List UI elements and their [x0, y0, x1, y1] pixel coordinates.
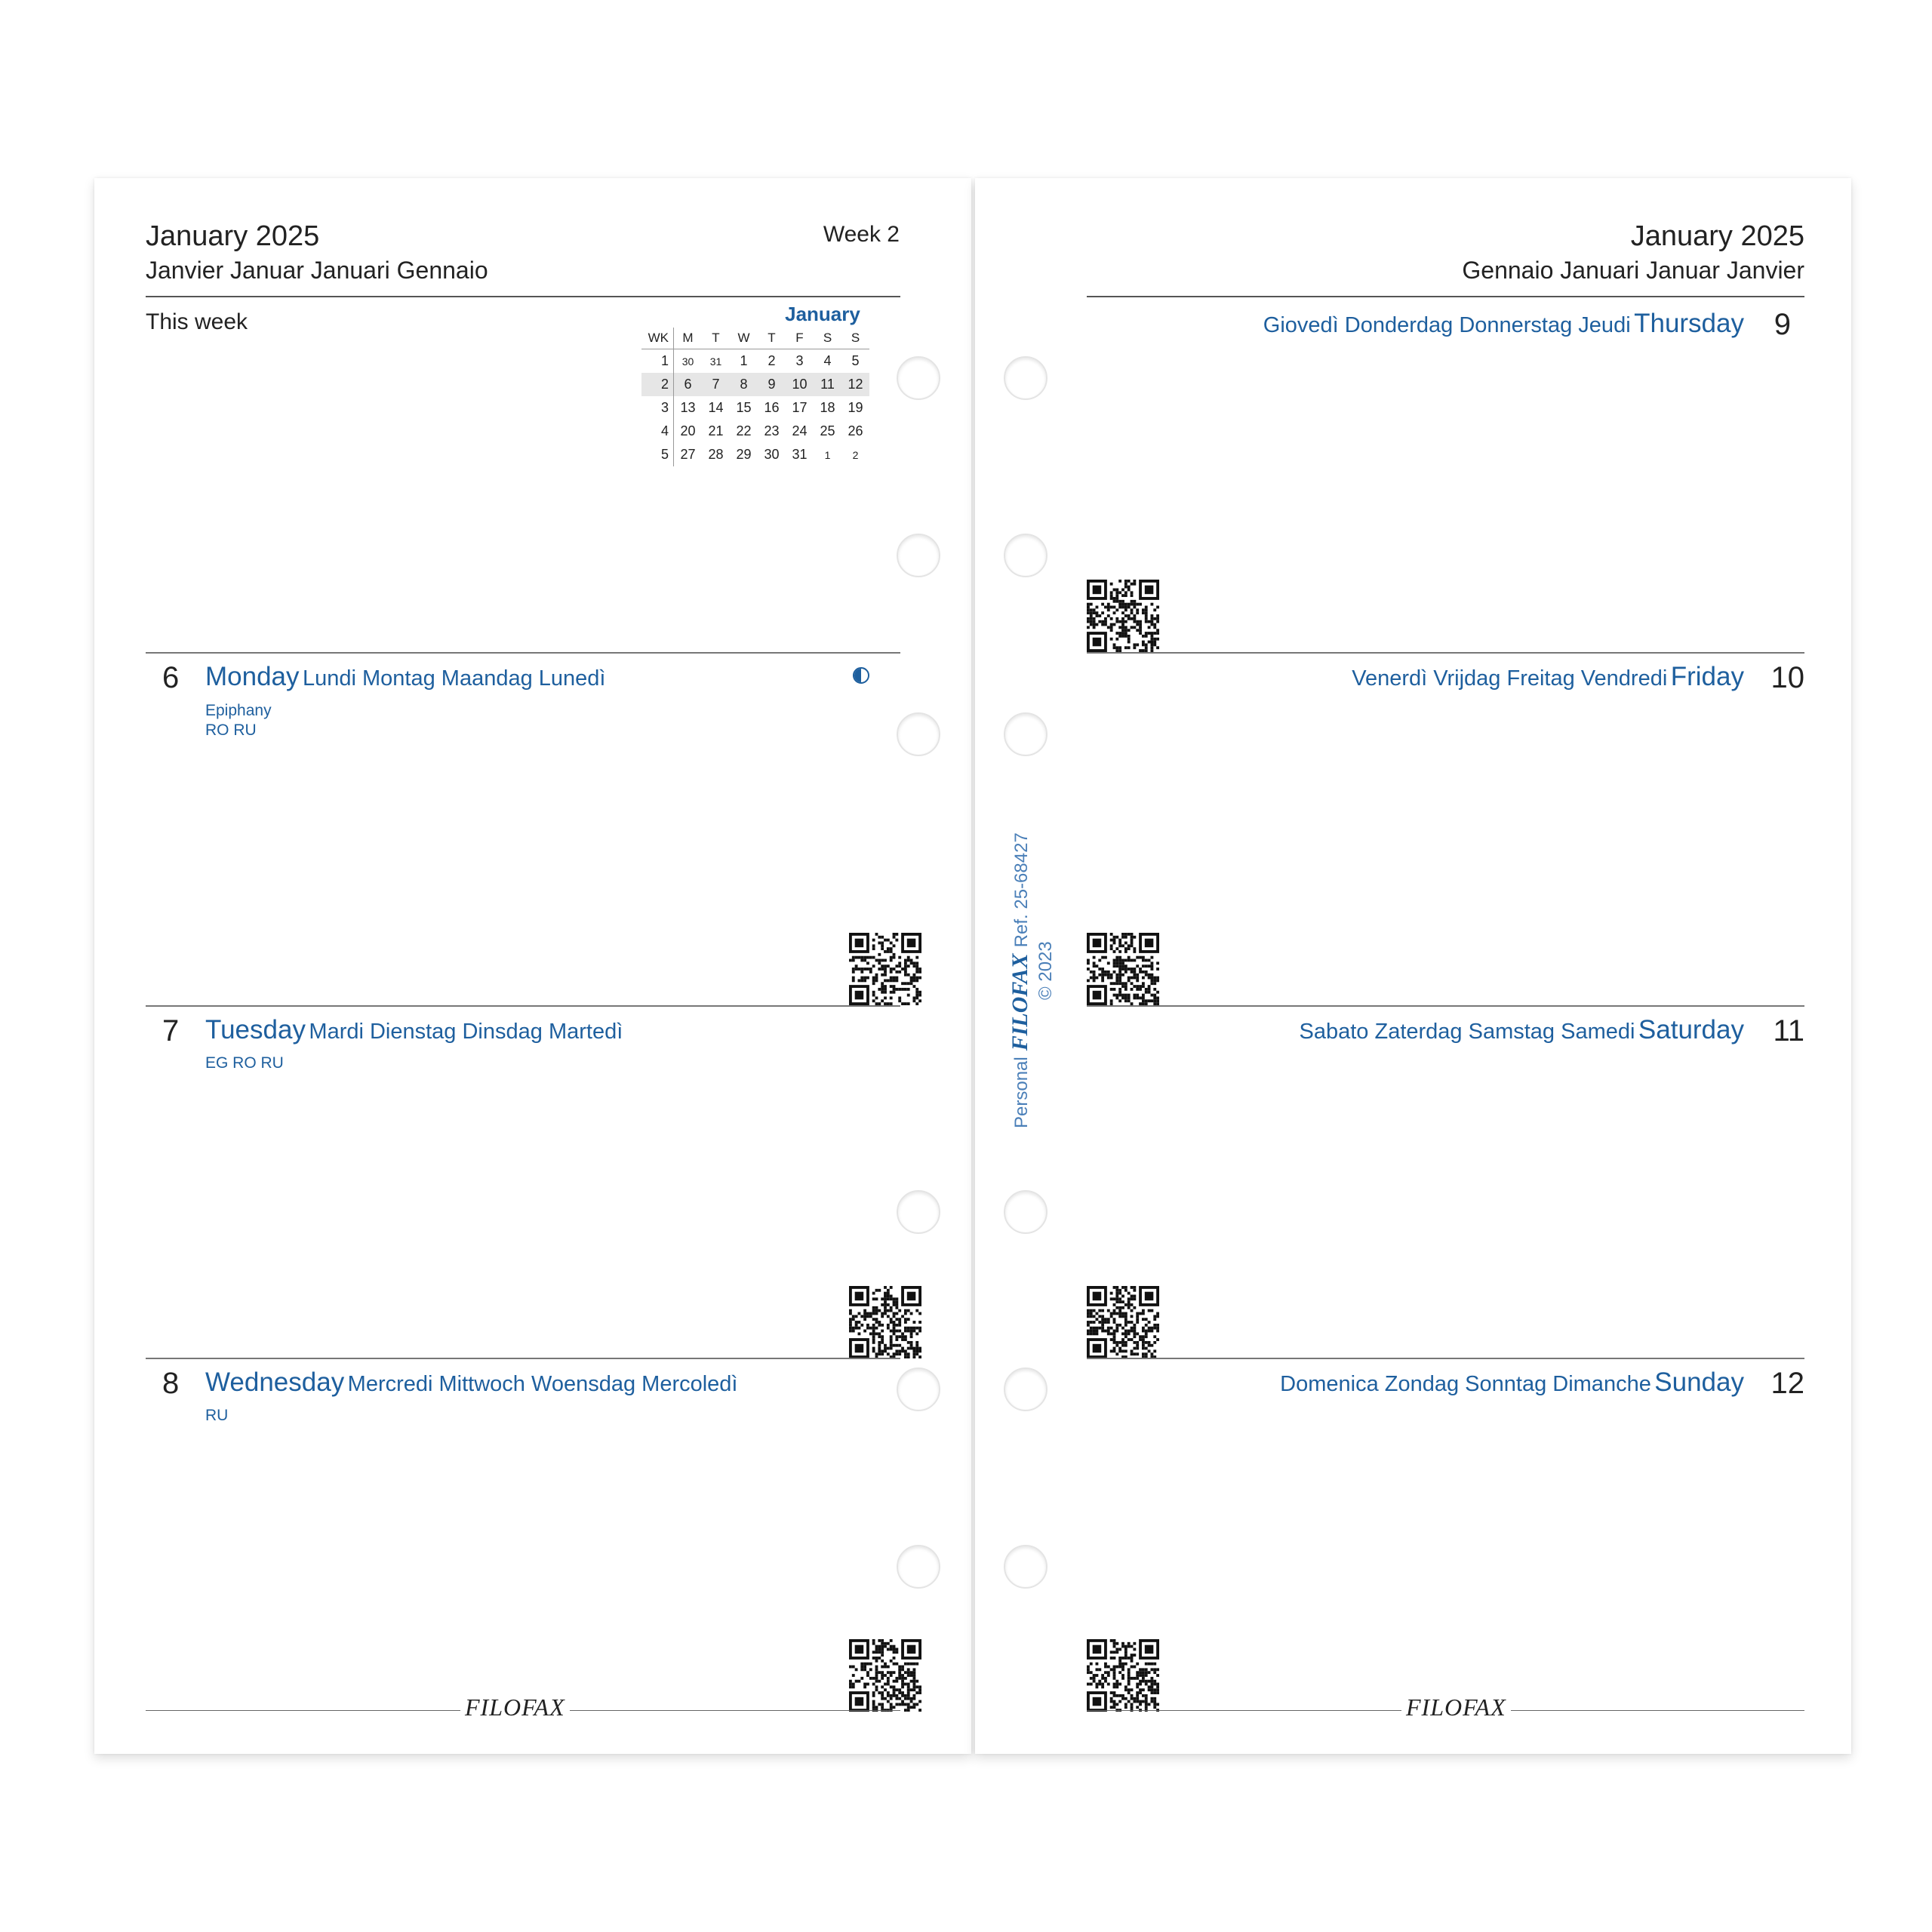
- day-name: Thursday: [1634, 309, 1744, 338]
- mini-calendar-date: 14: [708, 400, 724, 415]
- week-label: Week 2: [823, 222, 900, 247]
- country-codes: RO RU: [205, 721, 257, 739]
- punch-hole: [897, 1190, 940, 1234]
- punch-hole: [897, 1545, 940, 1589]
- mini-calendar-date: 20: [680, 423, 696, 438]
- mini-calendar-date: 1: [824, 448, 831, 461]
- punch-hole: [897, 1367, 940, 1411]
- day-name-translations: Venerdì Vrijdag Freitag Vendredi: [1352, 666, 1668, 691]
- punch-hole: [1004, 534, 1048, 577]
- qr-code-icon: [1087, 933, 1159, 1005]
- day-name: Sunday: [1654, 1367, 1744, 1397]
- mini-calendar-week-number: 2: [641, 373, 674, 396]
- day-name-row: [205, 1015, 623, 1045]
- mini-calendar-day-header: M: [674, 328, 703, 349]
- mini-calendar-date: 12: [841, 373, 869, 396]
- punch-hole: [1004, 712, 1048, 756]
- mini-calendar-week-number: 3: [641, 396, 674, 420]
- filofax-logo: FILOFAX: [460, 1694, 570, 1721]
- mini-calendar-date: 30: [681, 355, 694, 368]
- mini-calendar-month: January: [785, 303, 860, 325]
- punch-hole: [897, 356, 940, 400]
- mini-calendar-week-row: [641, 443, 869, 466]
- mini-calendar-week-header: WK: [641, 328, 674, 349]
- mini-calendar-date: 24: [792, 423, 808, 438]
- mini-calendar-day-header: S: [841, 328, 869, 349]
- moon-phase-icon: [853, 667, 869, 684]
- punch-hole: [1004, 356, 1048, 400]
- mini-calendar-week-number: 5: [641, 443, 674, 466]
- mini-calendar-date: 26: [848, 423, 863, 438]
- day-name-row: [1300, 1015, 1744, 1045]
- mini-calendar-date: 17: [792, 400, 808, 415]
- day-number: 10: [1770, 661, 1804, 694]
- day-number: 8: [162, 1367, 180, 1400]
- day-name-translations: Mercredi Mittwoch Woensdag Mercoledì: [347, 1372, 738, 1396]
- spine-line-1: [1008, 832, 1033, 1128]
- punch-hole: [1004, 1190, 1048, 1234]
- day-name-translations: Sabato Zaterdag Samstag Samedi: [1299, 1020, 1635, 1044]
- day-number: 12: [1770, 1367, 1804, 1400]
- day-number: 9: [1774, 308, 1791, 341]
- day-name: Monday: [205, 662, 300, 691]
- day-name: Saturday: [1638, 1015, 1744, 1044]
- qr-code-icon: [1087, 580, 1159, 652]
- mini-calendar-day-header: F: [786, 328, 814, 349]
- holiday-note: Epiphany: [205, 702, 272, 719]
- left-month-translations: Janvier Januar Januari Gennaio: [146, 257, 488, 284]
- day-divider: [1087, 652, 1804, 654]
- day-divider: [146, 652, 900, 654]
- mini-calendar-date: 27: [680, 447, 696, 462]
- day-name-row: [1280, 1367, 1744, 1398]
- filofax-logo: FILOFAX: [1401, 1694, 1511, 1721]
- punch-hole: [1004, 1545, 1048, 1589]
- mini-calendar-day-header: S: [814, 328, 841, 349]
- day-number: 11: [1773, 1014, 1804, 1048]
- right-month-title: January 2025: [1630, 220, 1804, 252]
- right-month-translations: Gennaio Januari Januar Janvier: [1462, 257, 1804, 284]
- mini-calendar-date: 10: [786, 373, 814, 396]
- day-name-row: [1352, 662, 1744, 692]
- day-name-translations: Mardi Dienstag Dinsdag Martedì: [309, 1020, 623, 1044]
- mini-calendar-date: 11: [814, 373, 841, 396]
- punch-hole: [897, 712, 940, 756]
- left-page: [94, 178, 971, 1754]
- this-week-label: This week: [146, 309, 248, 334]
- mini-calendar-week-number: 1: [641, 349, 674, 374]
- header-divider: [146, 296, 900, 297]
- mini-calendar-week-row: [641, 396, 869, 420]
- mini-calendar-date: 31: [709, 355, 722, 368]
- header-divider: [1087, 296, 1804, 297]
- mini-calendar-week-row: [641, 349, 869, 374]
- day-divider: [146, 1005, 900, 1007]
- mini-calendar-date: 1: [740, 353, 748, 368]
- spine-brand: FILOFAX: [1008, 953, 1032, 1051]
- mini-calendar-date: 28: [708, 447, 724, 462]
- mini-calendar-date: 8: [730, 373, 758, 396]
- mini-calendar-date: 29: [736, 447, 752, 462]
- mini-calendar-day-header: T: [702, 328, 730, 349]
- day-number: 7: [162, 1014, 180, 1048]
- mini-calendar-date: 31: [792, 447, 808, 462]
- spine-size: Personal: [1011, 1057, 1032, 1128]
- mini-calendar-grid: [641, 328, 869, 466]
- day-divider: [146, 1358, 900, 1359]
- day-name-row: [205, 662, 605, 692]
- qr-code-icon: [1087, 1639, 1159, 1712]
- qr-code-icon: [1087, 1286, 1159, 1358]
- day-name: Tuesday: [205, 1015, 306, 1044]
- day-name-row: [1263, 309, 1744, 339]
- mini-calendar-day-header: W: [730, 328, 758, 349]
- mini-calendar-week-row: [641, 373, 869, 396]
- day-name-row: [205, 1367, 738, 1398]
- day-name: Wednesday: [205, 1367, 345, 1397]
- mini-calendar-date: 6: [674, 373, 703, 396]
- mini-calendar-date: 7: [702, 373, 730, 396]
- country-codes: RU: [205, 1407, 229, 1424]
- mini-calendar-date: 3: [795, 353, 804, 368]
- mini-calendar-day-header: T: [758, 328, 786, 349]
- day-name: Friday: [1670, 662, 1744, 691]
- spine-copyright: © 2023: [1035, 941, 1056, 1000]
- mini-calendar-date: 16: [764, 400, 780, 415]
- day-number: 6: [162, 661, 180, 694]
- punch-hole: [897, 534, 940, 577]
- mini-calendar-date: 4: [823, 353, 832, 368]
- mini-calendar-date: 2: [768, 353, 776, 368]
- day-name-translations: Giovedì Donderdag Donnerstag Jeudi: [1263, 313, 1631, 337]
- mini-calendar-date: 23: [764, 423, 780, 438]
- mini-calendar-date: 13: [680, 400, 696, 415]
- mini-calendar-date: 21: [708, 423, 724, 438]
- day-name-translations: Lundi Montag Maandag Lunedì: [302, 666, 606, 691]
- mini-calendar-week-row: [641, 420, 869, 443]
- country-codes: EG RO RU: [205, 1054, 284, 1072]
- day-divider: [1087, 1358, 1804, 1359]
- right-page: [975, 178, 1851, 1754]
- mini-calendar-date: 2: [852, 448, 859, 461]
- mini-calendar-date: 5: [851, 353, 860, 368]
- mini-calendar-date: 19: [848, 400, 863, 415]
- mini-calendar-week-number: 4: [641, 420, 674, 443]
- qr-code-icon: [849, 1286, 921, 1358]
- day-divider: [1087, 1005, 1804, 1007]
- mini-calendar-date: 22: [736, 423, 752, 438]
- qr-code-icon: [849, 933, 921, 1005]
- mini-calendar-date: 30: [764, 447, 780, 462]
- day-name-translations: Domenica Zondag Sonntag Dimanche: [1280, 1372, 1651, 1396]
- punch-hole: [1004, 1367, 1048, 1411]
- left-month-title: January 2025: [146, 220, 320, 252]
- spine-ref: Ref. 25-68427: [1011, 832, 1032, 948]
- mini-calendar-date: 25: [820, 423, 835, 438]
- mini-calendar-date: 18: [820, 400, 835, 415]
- qr-code-icon: [849, 1639, 921, 1712]
- mini-calendar-date: 15: [736, 400, 752, 415]
- mini-calendar-date: 9: [758, 373, 786, 396]
